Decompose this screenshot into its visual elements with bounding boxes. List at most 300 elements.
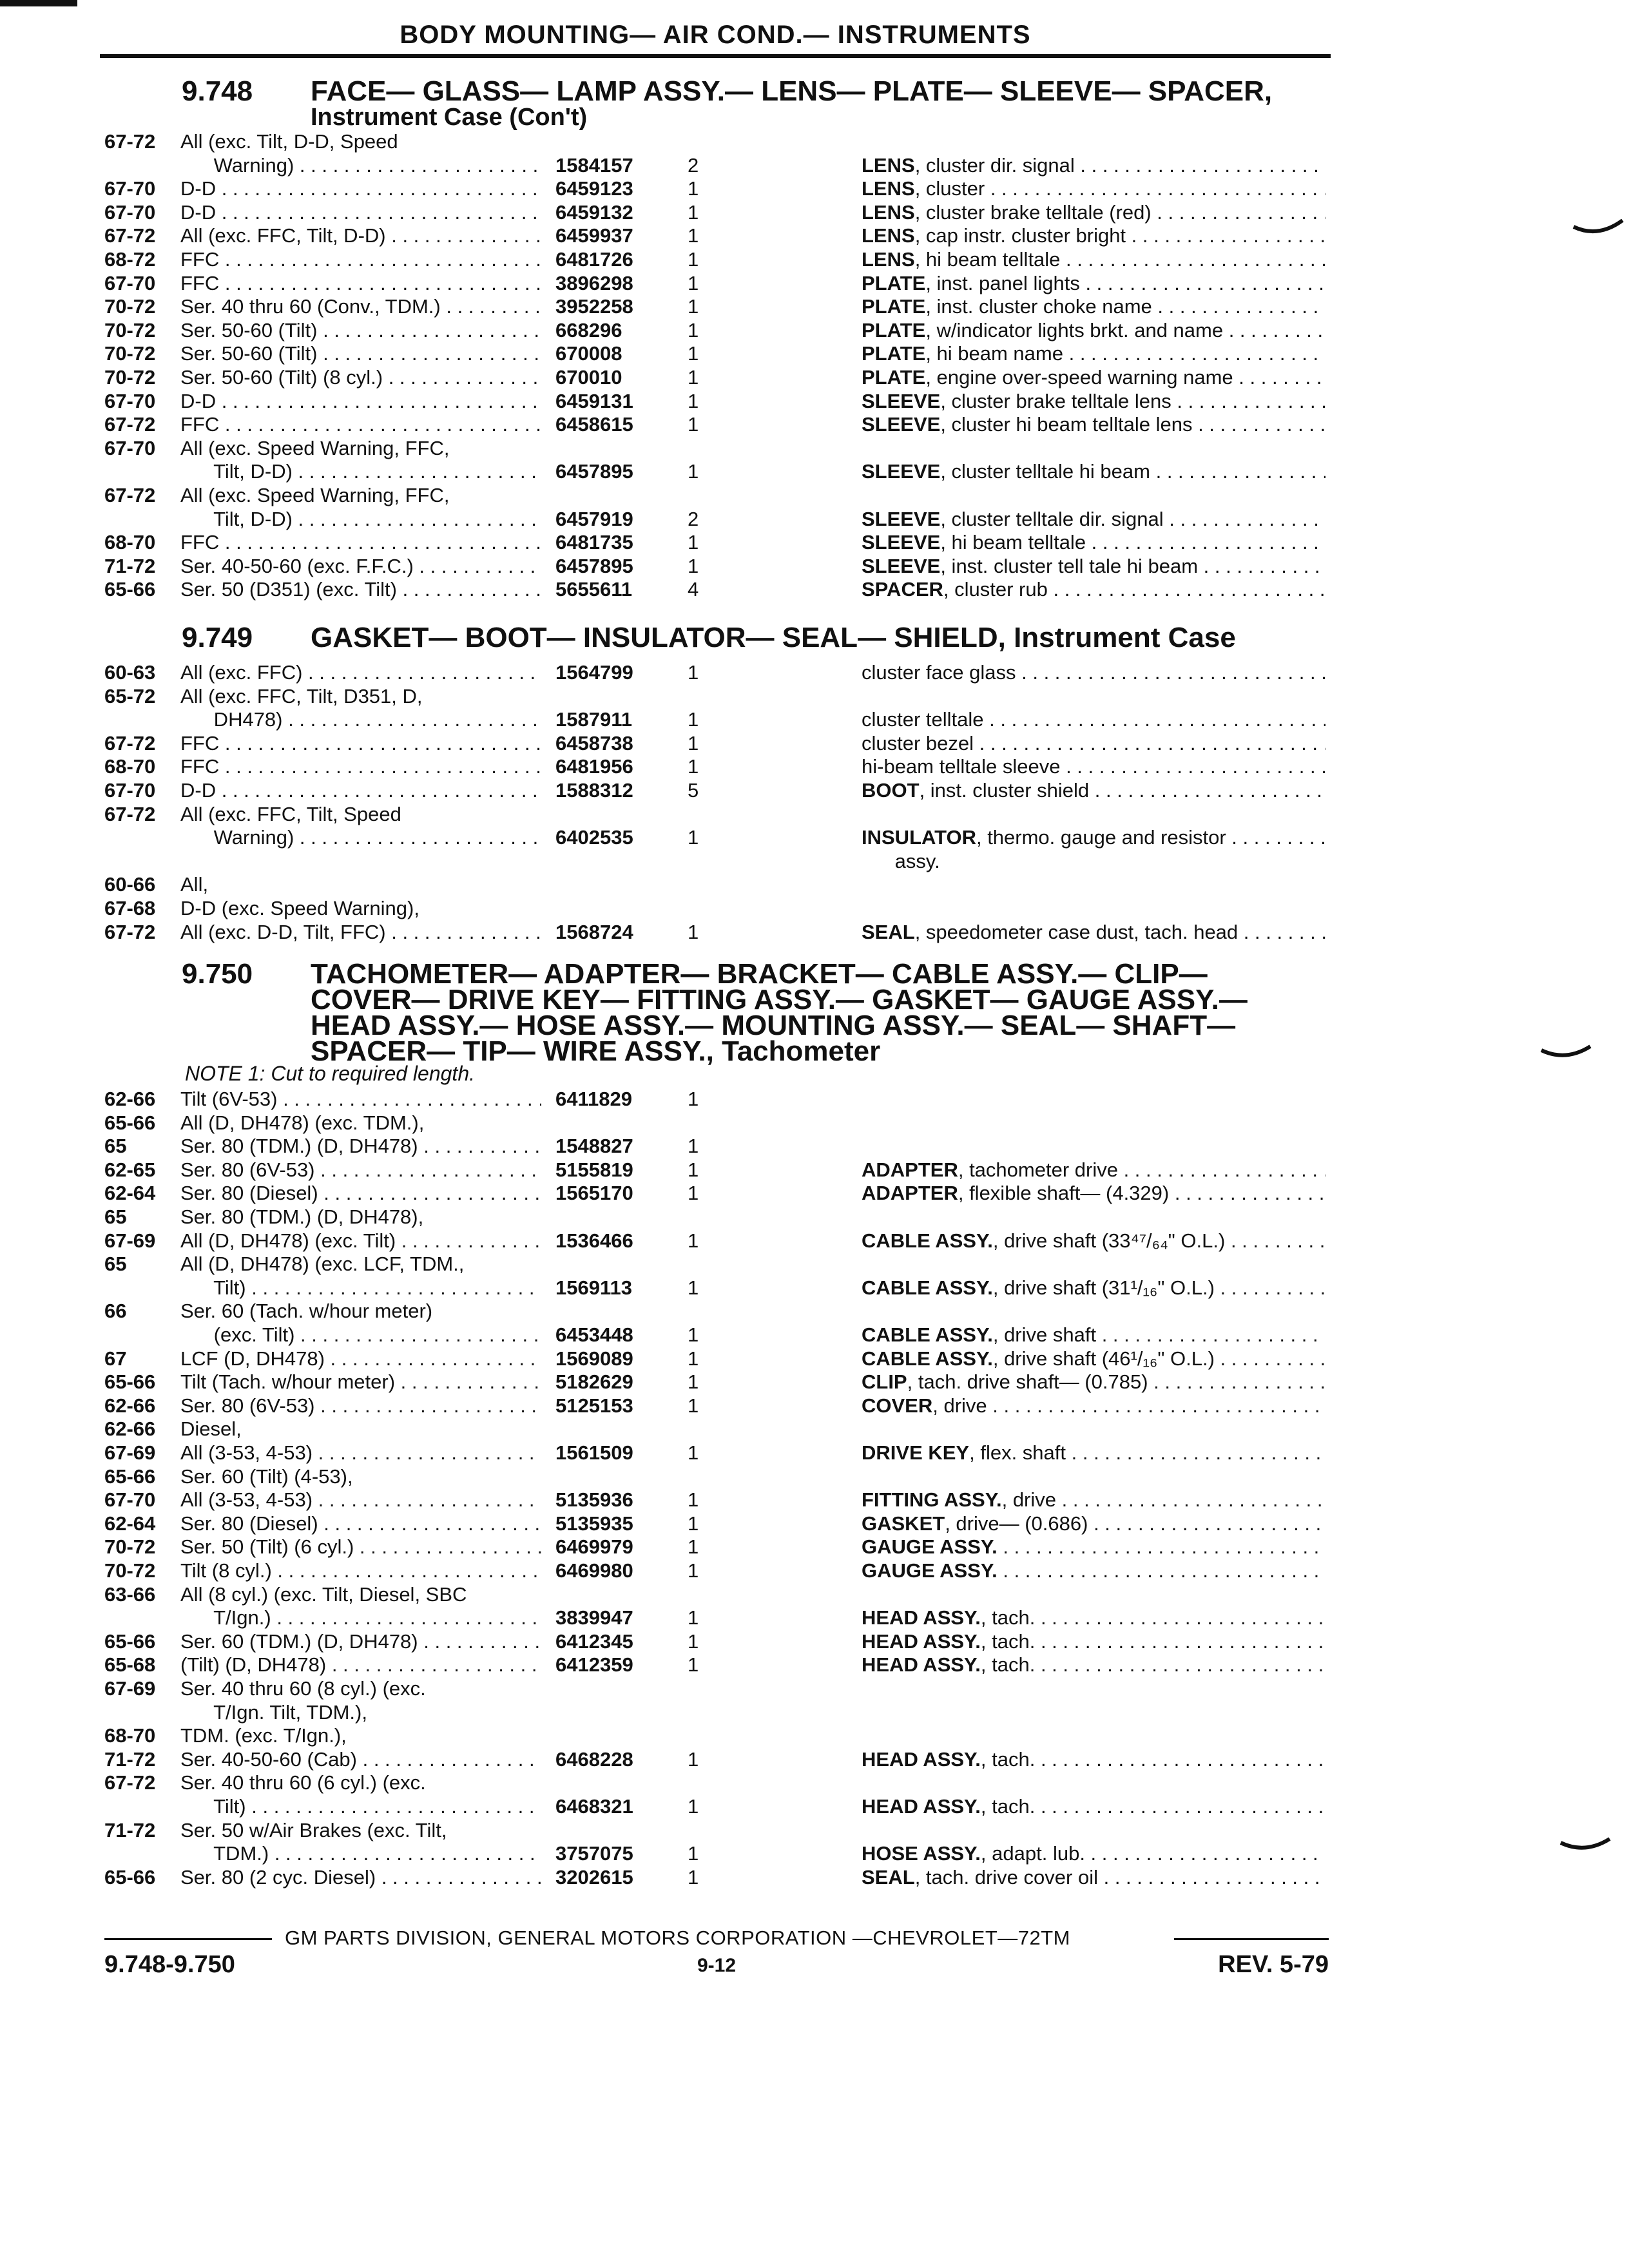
application: All (exc. FFC, Tilt, Speed bbox=[180, 802, 401, 825]
part-name: HEAD ASSY. bbox=[862, 1653, 981, 1677]
quantity: 1 bbox=[688, 318, 699, 341]
part-description bbox=[862, 366, 1325, 389]
part-detail: , cluster dir. signal bbox=[914, 153, 1075, 177]
part-description bbox=[862, 460, 1325, 483]
quantity: 1 bbox=[688, 1441, 699, 1464]
part-description bbox=[862, 177, 1325, 200]
quantity: 1 bbox=[688, 295, 699, 318]
footer-revision: REV. 5-79 bbox=[1218, 1951, 1329, 1978]
part-number: 1584157 bbox=[555, 153, 633, 177]
part-number: 3952258 bbox=[555, 295, 633, 318]
part-detail: , cluster brake telltale (red) bbox=[914, 200, 1152, 224]
section-title bbox=[311, 958, 1329, 1067]
model-years: 67-72 bbox=[104, 484, 156, 506]
application: FFC . . . bbox=[180, 531, 541, 554]
part-description bbox=[862, 779, 1325, 802]
parts-row bbox=[104, 1206, 1329, 1229]
parts-row bbox=[104, 1300, 1329, 1323]
parts-row bbox=[104, 1606, 1329, 1629]
part-number: 668296 bbox=[555, 318, 622, 341]
parts-row bbox=[104, 319, 1329, 342]
model-years: 65-72 bbox=[104, 684, 156, 707]
application: All (8 cyl.) (exc. Tilt, Diesel, SBC bbox=[180, 1582, 467, 1606]
quantity: 1 bbox=[688, 1276, 699, 1299]
model-years: 67-70 bbox=[104, 177, 156, 200]
application: All (exc. D-D, Tilt, FFC) . . . bbox=[180, 921, 541, 944]
part-description bbox=[862, 1323, 1325, 1347]
application: Tilt (6V-53) . . . bbox=[180, 1088, 541, 1111]
part-number: 6469980 bbox=[555, 1559, 633, 1582]
part-detail: , cluster bbox=[914, 177, 985, 200]
part-description bbox=[862, 1559, 1325, 1582]
part-detail: , thermo. gauge and resistor bbox=[976, 826, 1226, 849]
parts-row bbox=[104, 248, 1329, 271]
quantity: 1 bbox=[688, 1182, 699, 1205]
model-years: 65 bbox=[104, 1253, 127, 1276]
application: Tilt (Tach. w/hour meter) . . . bbox=[180, 1370, 541, 1394]
part-number: 6468228 bbox=[555, 1747, 633, 1771]
model-years: 67-72 bbox=[104, 731, 156, 754]
application: FFC . . . bbox=[180, 755, 541, 778]
section-title-line: COVER— DRIVE KEY— FITTING ASSY.— GASKET— GAUGE ASSY.— bbox=[311, 984, 1248, 1015]
model-years: 67-72 bbox=[104, 130, 156, 153]
parts-row bbox=[104, 1111, 1329, 1135]
model-years: 67-70 bbox=[104, 436, 156, 459]
part-detail: , speedometer case dust, tach. head bbox=[914, 920, 1239, 943]
parts-row bbox=[104, 1630, 1329, 1653]
part-number: 5125153 bbox=[555, 1394, 633, 1417]
model-years: 67-70 bbox=[104, 200, 156, 224]
part-description bbox=[862, 1229, 1325, 1253]
part-description bbox=[862, 1182, 1325, 1205]
quantity: 5 bbox=[688, 779, 699, 802]
application: Ser. 40 thru 60 (8 cyl.) (exc. bbox=[180, 1677, 426, 1700]
part-detail: , hi beam name bbox=[925, 342, 1063, 365]
top-edge-mark bbox=[0, 0, 77, 6]
part-number: 6457895 bbox=[555, 554, 633, 577]
model-years: 62-66 bbox=[104, 1418, 156, 1441]
model-years: 70-72 bbox=[104, 1559, 156, 1582]
model-years: 67-72 bbox=[104, 920, 156, 943]
part-name: SLEEVE bbox=[862, 554, 941, 577]
parts-row bbox=[104, 1677, 1329, 1700]
part-detail: assy. bbox=[862, 849, 940, 872]
model-years: 67-68 bbox=[104, 897, 156, 919]
part-number: 1548827 bbox=[555, 1135, 633, 1158]
model-years: 62-64 bbox=[104, 1512, 156, 1535]
part-name: PLATE bbox=[862, 318, 926, 341]
part-detail: , tach. bbox=[980, 1629, 1036, 1653]
model-years: 71-72 bbox=[104, 1818, 156, 1841]
part-description bbox=[862, 732, 1325, 755]
part-detail: , tachometer drive bbox=[958, 1158, 1118, 1181]
part-number: 1569113 bbox=[555, 1276, 632, 1299]
model-years: 62-66 bbox=[104, 1088, 156, 1110]
quantity: 1 bbox=[688, 1088, 699, 1110]
application: D-D . . . bbox=[180, 390, 541, 413]
parts-row bbox=[104, 1488, 1329, 1512]
part-description bbox=[862, 1748, 1325, 1771]
application: All (exc. FFC) . . . bbox=[180, 661, 541, 684]
part-number: 6412359 bbox=[555, 1653, 633, 1677]
parts-row bbox=[104, 295, 1329, 318]
quantity: 1 bbox=[688, 1559, 699, 1582]
section-note: NOTE 1: Cut to required length. bbox=[185, 1062, 475, 1085]
application: D-D (exc. Speed Warning), bbox=[180, 897, 419, 919]
part-description bbox=[862, 201, 1325, 224]
part-number: 1568724 bbox=[555, 920, 633, 943]
part-detail: , inst. panel lights bbox=[925, 271, 1080, 294]
quantity: 1 bbox=[688, 531, 699, 554]
model-years: 70-72 bbox=[104, 295, 156, 318]
part-number: 1587911 bbox=[555, 708, 632, 731]
part-number: 6453448 bbox=[555, 1323, 633, 1346]
parts-row bbox=[104, 460, 1329, 483]
part-detail: , cluster telltale dir. signal bbox=[940, 507, 1164, 530]
part-description bbox=[862, 661, 1325, 684]
model-years: 67-70 bbox=[104, 1488, 156, 1512]
quantity: 1 bbox=[688, 1370, 699, 1394]
application: Ser. 80 (6V-53) . . . bbox=[180, 1158, 541, 1182]
quantity: 1 bbox=[688, 1606, 699, 1629]
quantity: 1 bbox=[688, 1229, 699, 1252]
parts-row bbox=[104, 755, 1329, 778]
part-name: LENS bbox=[862, 248, 915, 271]
application: Ser. 50-60 (Tilt) . . . bbox=[180, 319, 541, 342]
part-detail: , hi beam telltale bbox=[940, 531, 1086, 554]
application: D-D . . . bbox=[180, 779, 541, 802]
part-description bbox=[862, 1276, 1325, 1300]
part-description bbox=[862, 1630, 1325, 1653]
part-description bbox=[862, 272, 1325, 295]
part-description bbox=[862, 224, 1325, 247]
application: (exc. Tilt) . . . bbox=[180, 1323, 541, 1347]
part-description bbox=[862, 248, 1325, 271]
parts-row bbox=[104, 1323, 1329, 1347]
part-number: 6469979 bbox=[555, 1535, 633, 1559]
part-detail: , drive shaft bbox=[992, 1323, 1097, 1346]
model-years: 60-63 bbox=[104, 661, 156, 684]
part-name: BOOT bbox=[862, 779, 920, 802]
part-number: 1588312 bbox=[555, 779, 633, 802]
model-years: 71-72 bbox=[104, 1747, 156, 1771]
application: Warning) . . . bbox=[180, 154, 541, 177]
quantity: 1 bbox=[688, 1535, 699, 1559]
part-name: CABLE ASSY. bbox=[862, 1276, 993, 1299]
quantity: 1 bbox=[688, 1347, 699, 1370]
parts-row bbox=[104, 732, 1329, 755]
model-years: 68-72 bbox=[104, 248, 156, 271]
parts-row bbox=[104, 1253, 1329, 1276]
quantity: 1 bbox=[688, 1323, 699, 1346]
parts-row bbox=[104, 437, 1329, 460]
model-years: 65-66 bbox=[104, 1465, 156, 1488]
application: All (exc. Speed Warning, FFC, bbox=[180, 436, 450, 459]
application: Ser. 80 (2 cyc. Diesel) . . . bbox=[180, 1866, 541, 1889]
parts-row bbox=[104, 1465, 1329, 1488]
parts-row bbox=[104, 555, 1329, 578]
application: Diesel, bbox=[180, 1418, 242, 1441]
parts-row bbox=[104, 1370, 1329, 1394]
part-name: INSULATOR bbox=[862, 826, 976, 849]
parts-row bbox=[104, 826, 1329, 849]
parts-row bbox=[104, 779, 1329, 802]
application: FFC . . . bbox=[180, 272, 541, 295]
part-name: GAUGE ASSY. bbox=[862, 1559, 998, 1582]
footer-section-range: 9.748-9.750 bbox=[104, 1951, 235, 1978]
parts-row bbox=[104, 1135, 1329, 1158]
quantity: 1 bbox=[688, 1488, 699, 1512]
section-number: 9.748 bbox=[182, 75, 253, 107]
application: All (3-53, 4-53) . . . bbox=[180, 1441, 541, 1465]
header-rule bbox=[100, 54, 1331, 58]
quantity: 1 bbox=[688, 661, 699, 684]
application: Ser. 60 (Tilt) (4-53), bbox=[180, 1465, 353, 1488]
parts-row bbox=[104, 224, 1329, 247]
part-name: PLATE bbox=[862, 342, 926, 365]
part-name: LENS bbox=[862, 200, 915, 224]
part-detail: , drive shaft (33⁴⁷/₆₄" O.L.) bbox=[992, 1229, 1226, 1252]
part-name: GASKET bbox=[862, 1512, 945, 1535]
part-description bbox=[862, 826, 1325, 849]
part-detail: , cluster rub bbox=[943, 578, 1048, 601]
parts-row bbox=[104, 1441, 1329, 1465]
section-title bbox=[311, 622, 1329, 653]
quantity: 1 bbox=[688, 731, 699, 754]
application: (Tilt) (D, DH478) . . . bbox=[180, 1653, 541, 1677]
part-detail: cluster bezel bbox=[862, 731, 974, 754]
part-description bbox=[862, 1488, 1325, 1512]
parts-row bbox=[104, 508, 1329, 531]
part-name: CABLE ASSY. bbox=[862, 1347, 993, 1370]
section-title-line: SPACER— TIP— WIRE ASSY., Tachometer bbox=[311, 1035, 881, 1067]
parts-row bbox=[104, 1347, 1329, 1370]
application: Tilt, D-D) . . . bbox=[180, 508, 541, 531]
quantity: 1 bbox=[688, 413, 699, 436]
part-name: SEAL bbox=[862, 1865, 915, 1888]
part-name: LENS bbox=[862, 224, 915, 247]
part-number: 5155819 bbox=[555, 1158, 633, 1181]
section-title-line: HEAD ASSY.— HOSE ASSY.— MOUNTING ASSY.— SEAL— SHAFT— bbox=[311, 1010, 1236, 1041]
parts-row bbox=[104, 1088, 1329, 1111]
parts-row bbox=[104, 1819, 1329, 1842]
part-detail: , inst. cluster choke name bbox=[925, 295, 1152, 318]
quantity: 1 bbox=[688, 460, 699, 483]
parts-row bbox=[104, 1276, 1329, 1300]
quantity: 1 bbox=[688, 1842, 699, 1865]
part-description bbox=[862, 755, 1325, 778]
parts-row bbox=[104, 897, 1329, 920]
parts-row bbox=[104, 1512, 1329, 1535]
part-detail: , cluster telltale hi beam bbox=[940, 460, 1150, 483]
application: TDM. (exc. T/Ign.), bbox=[180, 1724, 347, 1747]
part-number: 1569089 bbox=[555, 1347, 633, 1370]
model-years: 68-70 bbox=[104, 1724, 156, 1747]
model-years: 67-70 bbox=[104, 779, 156, 802]
application: T/Ign.) . . . bbox=[180, 1606, 541, 1629]
part-number: 6402535 bbox=[555, 826, 633, 849]
application: All (D, DH478) (exc. LCF, TDM., bbox=[180, 1253, 465, 1276]
part-description bbox=[862, 413, 1325, 436]
section-title-line: FACE— GLASS— LAMP ASSY.— LENS— PLATE— SLEEVE— SPACER, bbox=[311, 75, 1273, 107]
part-name: PLATE bbox=[862, 271, 926, 294]
parts-row bbox=[104, 154, 1329, 177]
part-number: 6459131 bbox=[555, 389, 633, 412]
part-number: 5655611 bbox=[555, 578, 632, 601]
quantity: 1 bbox=[688, 755, 699, 778]
part-description bbox=[862, 1370, 1325, 1394]
part-name: ADAPTER bbox=[862, 1158, 958, 1181]
part-number: 1561509 bbox=[555, 1441, 633, 1464]
application: All (D, DH478) (exc. Tilt) . . . bbox=[180, 1229, 541, 1253]
quantity: 1 bbox=[688, 248, 699, 271]
parts-row bbox=[104, 1229, 1329, 1253]
part-detail: cluster face glass bbox=[862, 661, 1016, 684]
section-title-line: Instrument Case (Con't) bbox=[311, 104, 588, 131]
model-years: 67-70 bbox=[104, 389, 156, 412]
application: All, bbox=[180, 873, 209, 896]
parts-row bbox=[104, 685, 1329, 708]
application: D-D . . . bbox=[180, 201, 541, 224]
part-description bbox=[862, 1394, 1325, 1418]
part-detail: , drive— (0.686) bbox=[945, 1512, 1088, 1535]
part-detail: , tach. bbox=[980, 1747, 1036, 1771]
quantity: 1 bbox=[688, 224, 699, 247]
quantity: 1 bbox=[688, 1865, 699, 1888]
section-title-line: TACHOMETER— ADAPTER— BRACKET— CABLE ASSY.— CLIP— bbox=[311, 958, 1208, 990]
application: Ser. 50 (Tilt) (6 cyl.) . . . bbox=[180, 1535, 541, 1559]
part-description bbox=[862, 531, 1325, 554]
application: Warning) . . . bbox=[180, 826, 541, 849]
application: Ser. 40-50-60 (exc. F.F.C.) . . . bbox=[180, 555, 541, 578]
quantity: 2 bbox=[688, 507, 699, 530]
part-number: 3757075 bbox=[555, 1842, 633, 1865]
part-number: 1536466 bbox=[555, 1229, 633, 1252]
model-years: 71-72 bbox=[104, 554, 156, 577]
application: FFC . . . bbox=[180, 248, 541, 271]
model-years: 70-72 bbox=[104, 366, 156, 389]
part-number: 6459123 bbox=[555, 177, 633, 200]
quantity: 1 bbox=[688, 1135, 699, 1158]
parts-row bbox=[104, 1701, 1329, 1724]
part-detail: , engine over-speed warning name bbox=[925, 366, 1233, 389]
part-detail: , adapt. lub. bbox=[980, 1842, 1085, 1865]
model-years: 65-66 bbox=[104, 1629, 156, 1653]
model-years: 67-72 bbox=[104, 413, 156, 436]
quantity: 1 bbox=[688, 1795, 699, 1818]
part-name: HEAD ASSY. bbox=[862, 1606, 981, 1629]
section-title-line: GASKET— BOOT— INSULATOR— SEAL— SHIELD, Instrument Case bbox=[311, 622, 1236, 653]
part-description bbox=[862, 578, 1325, 601]
part-number: 5135935 bbox=[555, 1512, 633, 1535]
application: Ser. 80 (TDM.) (D, DH478), bbox=[180, 1206, 424, 1228]
application: Ser. 40-50-60 (Cab) . . . bbox=[180, 1748, 541, 1771]
application: Tilt, D-D) . . . bbox=[180, 460, 541, 483]
part-number: 5135936 bbox=[555, 1488, 633, 1512]
footer-corporation: GM PARTS DIVISION, GENERAL MOTORS CORPORATION —CHEVROLET—72TM bbox=[285, 1927, 1071, 1949]
part-description bbox=[862, 1158, 1325, 1182]
part-description bbox=[862, 1795, 1325, 1818]
part-description bbox=[862, 921, 1325, 944]
quantity: 1 bbox=[688, 1158, 699, 1181]
parts-row bbox=[104, 1748, 1329, 1771]
quantity: 1 bbox=[688, 1653, 699, 1677]
part-detail: , tach. drive shaft— (0.785) bbox=[907, 1370, 1148, 1394]
section-number: 9.749 bbox=[182, 622, 253, 653]
model-years: 67-69 bbox=[104, 1677, 156, 1700]
part-number: 1565170 bbox=[555, 1182, 633, 1205]
parts-row bbox=[104, 1866, 1329, 1889]
part-name: HOSE ASSY. bbox=[862, 1842, 981, 1865]
application: Ser. 60 (Tach. w/hour meter) bbox=[180, 1300, 433, 1323]
part-detail: , flex. shaft bbox=[969, 1441, 1066, 1464]
parts-row bbox=[104, 272, 1329, 295]
part-name: SLEEVE bbox=[862, 389, 941, 412]
application: Ser. 60 (TDM.) (D, DH478) . . . bbox=[180, 1630, 541, 1653]
model-years: 67-69 bbox=[104, 1441, 156, 1464]
part-detail: , cluster brake telltale lens bbox=[940, 389, 1171, 412]
model-years: 60-66 bbox=[104, 873, 156, 896]
part-name: GAUGE ASSY. bbox=[862, 1535, 998, 1559]
section-title bbox=[311, 75, 1329, 131]
part-number: 3839947 bbox=[555, 1606, 633, 1629]
application: Ser. 50 w/Air Brakes (exc. Tilt, bbox=[180, 1818, 447, 1841]
model-years: 67-69 bbox=[104, 1229, 156, 1252]
parts-row bbox=[104, 578, 1329, 601]
part-name: HEAD ASSY. bbox=[862, 1795, 981, 1818]
part-name: SPACER bbox=[862, 578, 943, 601]
part-number: 6459937 bbox=[555, 224, 633, 247]
quantity: 1 bbox=[688, 1394, 699, 1417]
part-name: HEAD ASSY. bbox=[862, 1629, 981, 1653]
part-detail: , drive shaft (46¹/₁₆" O.L.) bbox=[992, 1347, 1215, 1370]
model-years: 65 bbox=[104, 1206, 127, 1228]
quantity: 1 bbox=[688, 389, 699, 412]
parts-row bbox=[104, 413, 1329, 436]
quantity: 1 bbox=[688, 920, 699, 943]
model-years: 70-72 bbox=[104, 342, 156, 365]
part-number: 6481956 bbox=[555, 755, 633, 778]
part-description bbox=[862, 555, 1325, 578]
model-years: 65-66 bbox=[104, 1865, 156, 1888]
quantity: 1 bbox=[688, 1512, 699, 1535]
parts-row bbox=[104, 1418, 1329, 1441]
model-years: 70-72 bbox=[104, 318, 156, 341]
application: Ser. 50-60 (Tilt) (8 cyl.) . . . bbox=[180, 366, 541, 389]
part-number: 6412345 bbox=[555, 1629, 633, 1653]
parts-row bbox=[104, 1653, 1329, 1677]
application: Ser. 50 (D351) (exc. Tilt) . . . bbox=[180, 578, 541, 601]
part-number: 670010 bbox=[555, 366, 622, 389]
part-number: 5182629 bbox=[555, 1370, 633, 1394]
part-number: 6481735 bbox=[555, 531, 633, 554]
part-description bbox=[862, 154, 1325, 177]
part-description bbox=[862, 1653, 1325, 1677]
part-detail: , drive bbox=[1001, 1488, 1057, 1512]
page-footer bbox=[104, 1927, 1329, 2004]
application: LCF (D, DH478) . . . bbox=[180, 1347, 541, 1370]
application: Ser. 80 (Diesel) . . . bbox=[180, 1512, 541, 1535]
application: D-D . . . bbox=[180, 177, 541, 200]
part-name: SLEEVE bbox=[862, 531, 941, 554]
margin-check-mark bbox=[1540, 1044, 1592, 1070]
part-detail: , tach. bbox=[980, 1653, 1036, 1677]
parts-row bbox=[104, 661, 1329, 684]
quantity: 1 bbox=[688, 1629, 699, 1653]
part-name: PLATE bbox=[862, 366, 926, 389]
page-header bbox=[100, 18, 1331, 55]
application: All (3-53, 4-53) . . . bbox=[180, 1488, 541, 1512]
